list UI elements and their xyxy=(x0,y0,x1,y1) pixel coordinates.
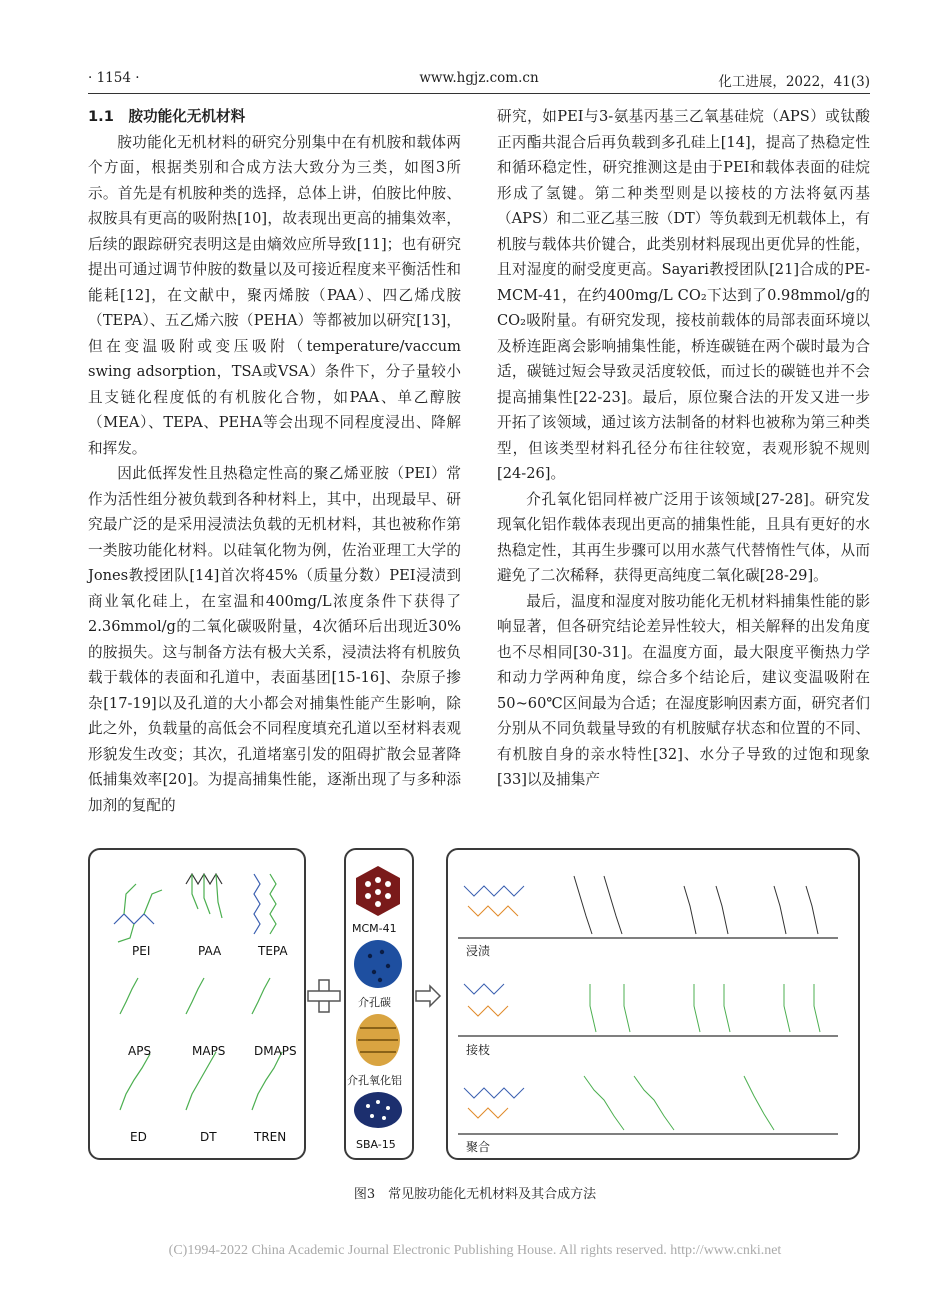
support-label-mesoporous-alumina: 介孔氧化铝 xyxy=(347,1074,402,1087)
amine-label-ed: ED xyxy=(130,1130,147,1144)
paragraph: 胺功能化无机材料的研究分别集中在有机胺和载体两个方面，根据类别和合成方法大致分为三类，如图3所示。首先是有机胺种类的选择，总体上讲，伯胺比仲胺、叔胺具有更高的吸附热[10]，故表现出更高的捕集效率，后续的跟踪研究表明这是由熵效应所导致[11]；也有研究提出可通过调节仲胺的数量以及可接近程度来平衡活性和能耗[12]，在文献中，聚丙烯胺（PAA）、四乙烯戊胺（TEPA）、五乙烯六胺（PEHA）等都被加以研究[13]，但在变温吸附或变压吸附（temperature/vaccum swing adsorption，TSA或VSA）条件下，分子量较小且支链化程度低的有机胺化合物，如PAA、单乙醇胺（MEA）、TEPA、PEHA等会出现不同程度浸出、降解和挥发。 xyxy=(88,133,461,457)
running-header xyxy=(88,70,870,90)
amine-label-maps: MAPS xyxy=(192,1044,226,1058)
amine-structures-drawing xyxy=(94,854,298,1150)
section-heading: 1.1 胺功能化无机材料 xyxy=(88,108,246,125)
support-label-mcm41: MCM-41 xyxy=(352,922,397,935)
left-column xyxy=(88,104,461,818)
paragraph: 因此低挥发性且热稳定性高的聚乙烯亚胺（PEI）常作为活性组分被负载到各种材料上，其中，出现最早、研究最广泛的是采用浸渍法负载的无机材料，其也被称作第一类胺功能化材料。以硅氧化物为例，佐治亚理工大学的Jones教授团队[14]首次将45%（质量分数）PEI浸渍到商业氧化硅上，在室温和400mg/L浓度条件下获得了2.36mmol/g的二氧化碳吸附量，4次循环后出现近30%的胺损失。这与制备方法有极大关系，浸渍法将有机胺负载于载体的表面和孔道中，表面基团[15-16]、杂原子掺杂[17-19]以及孔道的大小都会对捕集性能产生影响，除此之外，负载量的高低会不同程度填充孔道以至材料表观形貌发生改变；其次，孔道堵塞引发的阻碍扩散会显著降低捕集效率[20]。为提高捕集性能，逐渐出现了与多种添加剂的复配的 xyxy=(88,465,461,814)
amine-label-dt: DT xyxy=(200,1130,217,1144)
amine-label-tren: TREN xyxy=(254,1130,287,1144)
amine-label-paa: PAA xyxy=(198,944,222,958)
plus-icon xyxy=(306,978,342,1014)
amine-label-dmaps: DMAPS xyxy=(254,1044,297,1058)
journal-url[interactable]: www.hgjz.com.cn xyxy=(419,70,539,86)
method-label-grafting: 接枝 xyxy=(466,1043,491,1057)
support-label-sba15: SBA-15 xyxy=(356,1138,396,1151)
figure-caption: 图3 常见胺功能化无机材料及其合成方法 xyxy=(353,1187,597,1202)
amine-label-tepa: TEPA xyxy=(258,944,288,958)
method-schemes-drawing xyxy=(454,856,850,1152)
header-rule xyxy=(88,93,870,94)
support-label-mesoporous-carbon: 介孔碳 xyxy=(358,996,391,1009)
amine-label-pei: PEI xyxy=(132,944,151,958)
journal-citation: 化工进展，2022，41(3) xyxy=(718,74,870,90)
arrow-right-icon xyxy=(414,984,442,1008)
amine-label-aps: APS xyxy=(128,1044,152,1058)
method-label-impregnation: 浸渍 xyxy=(466,944,491,958)
paragraph: 介孔氧化铝同样被广泛用于该领域[27-28]。研究发现氧化铝作载体表现出更高的捕集性能，且具有更好的水热稳定性，其再生步骤可以用水蒸气代替惰性气体，从而避免了二次稀释，获得更高纯度二氧化碳[28-29]。 xyxy=(497,490,870,584)
copyright-footer: (C)1994-2022 China Academic Journal Electronic Publishing House. All rights reserved. http://www.cnki.net xyxy=(168,1243,782,1258)
right-column xyxy=(497,104,870,793)
paragraph: 研究，如PEI与3-氨基丙基三乙氧基硅烷（APS）或钛酸正丙酯共混合后再负载到多孔硅上[14]，提高了热稳定性和循环稳定性，研究推测这是由于PEI和载体表面的硅烷形成了氢键。第二种类型则是以接枝的方法将氨丙基（APS）和二亚乙基三胺（DT）等负载到无机载体上，有机胺与载体共价键合，此类别材料展现出更优异的性能，且对湿度的耐受度更高。Sayari教授团队[21]合成的PE-MCM-41，在约400mg/L CO₂下达到了0.98mmol/g的CO₂吸附量。有研究发现，接枝前载体的局部表面环境以及桥连距离会影响捕集性能，桥连碳链在两个碳时最为合适，碳链过短会导致灵活度较低，而过长的碳链也并不会提高捕集性[22-23]。最后，原位聚合法的开发又进一步开拓了该领域，通过该方法制备的材料也被称为第三种类型，但该类型材料孔径分布往往较宽，表观形貌不规则[24-26]。 xyxy=(497,108,870,482)
method-label-polymerization: 聚合 xyxy=(466,1140,491,1154)
figure-3 xyxy=(88,848,860,1160)
paragraph: 最后，温度和湿度对胺功能化无机材料捕集性能的影响显著，但各研究结论差异性较大，相关解释的出发角度也不尽相同[30-31]。在温度方面，最大限度平衡热力学和动力学两种角度，综合多个结论后，建议变温吸附在50~60℃区间最为合适；在湿度影响因素方面，研究者们分别从不同负载量导致的有机胺赋存状态和位置的不同、有机胺自身的亲水特性[32]、水分子导致的过饱和现象[33]以及捕集产 xyxy=(497,592,870,788)
page-number: · 1154 · xyxy=(88,70,140,86)
